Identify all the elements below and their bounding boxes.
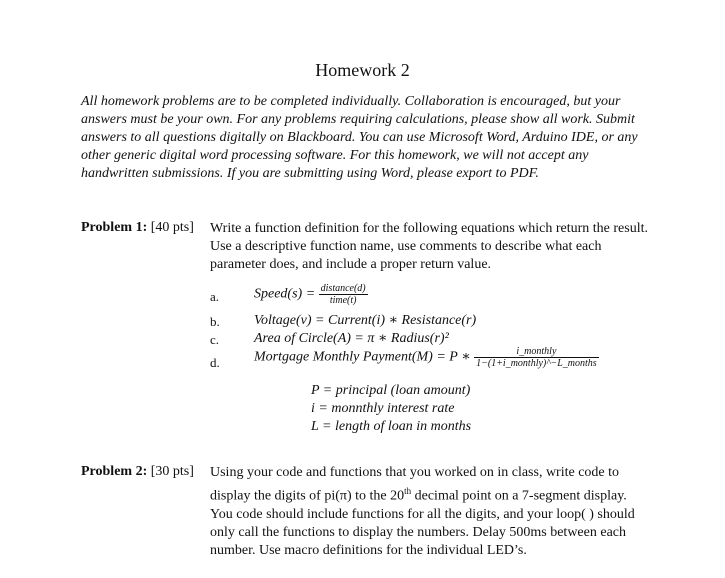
problem-2-title: Problem 2: (81, 464, 148, 479)
definition-length: L = length of loan in months (311, 419, 472, 434)
eq-b: Voltage(v) = Current(i) ∗ Resistance(r) (254, 313, 477, 328)
eq-d-fraction (474, 346, 599, 369)
eq-a-lhs: Speed(s) = (254, 286, 319, 302)
problem-2-superscript: th (404, 486, 412, 496)
eq-d-numerator: i_monthly (474, 346, 599, 358)
definition-principal: P = principal (loan amount) (311, 383, 471, 398)
intro-paragraph: All homework problems are to be completed individually. Collaboration is encouraged, but your answers must be your own. For any problems requiring calculations, please show all work. Submit answers to all questions digitally on Blackboard. You can use Microsoft Word, Arduino IDE, or any other generic digital word processing software. For this homework, we will not accept any handwritten submissions. If you are submitting using Word, please export to PDF. (81, 94, 638, 181)
eq-d-letter: d. (210, 355, 220, 370)
problem-2-text-after: decimal point on a 7-segment display. You code should include functions for all the digits, and your loop( ) should only call the functions to display the numbers. Delay 500ms between each number. Use macro definitions for the individual LED’s. (210, 488, 635, 558)
eq-a (254, 283, 368, 306)
problem-2-points: [30 pts] (150, 464, 194, 479)
page-title: Homework 2 (315, 60, 410, 80)
eq-d (254, 346, 599, 369)
problem-1-label (81, 220, 194, 236)
eq-a-letter: a. (210, 289, 220, 304)
problem-2-label (81, 464, 194, 480)
eq-a-numerator: distance(d) (320, 283, 366, 294)
problem-2-text-before: Using your code and functions that you worked on in class, write code to display the digits of pi(π) to the 20 (210, 465, 620, 504)
definition-interest: i = monnthly interest rate (311, 401, 455, 416)
eq-a-denominator: time(t) (329, 295, 357, 306)
eq-c-letter: c. (210, 332, 220, 347)
eq-a-fraction (319, 283, 368, 306)
problem-1-points: [40 pts] (150, 220, 194, 235)
definitions (311, 382, 471, 436)
problem-1-title: Problem 1: (81, 220, 148, 235)
eq-c: Area of Circle(A) = π ∗ Radius(r)² (254, 331, 449, 346)
problem-2-text (210, 464, 650, 560)
eq-b-letter: b. (210, 314, 220, 329)
eq-d-lhs: Mortgage Monthly Payment(M) = P ∗ (254, 349, 475, 365)
problem-1-text: Write a function definition for the following equations which return the result. Use a descriptive function name, use comments to describe what each parameter does, and include a proper return value. (210, 221, 648, 272)
eq-d-denominator: 1−(1+i_monthly)^−L_months (476, 358, 597, 369)
